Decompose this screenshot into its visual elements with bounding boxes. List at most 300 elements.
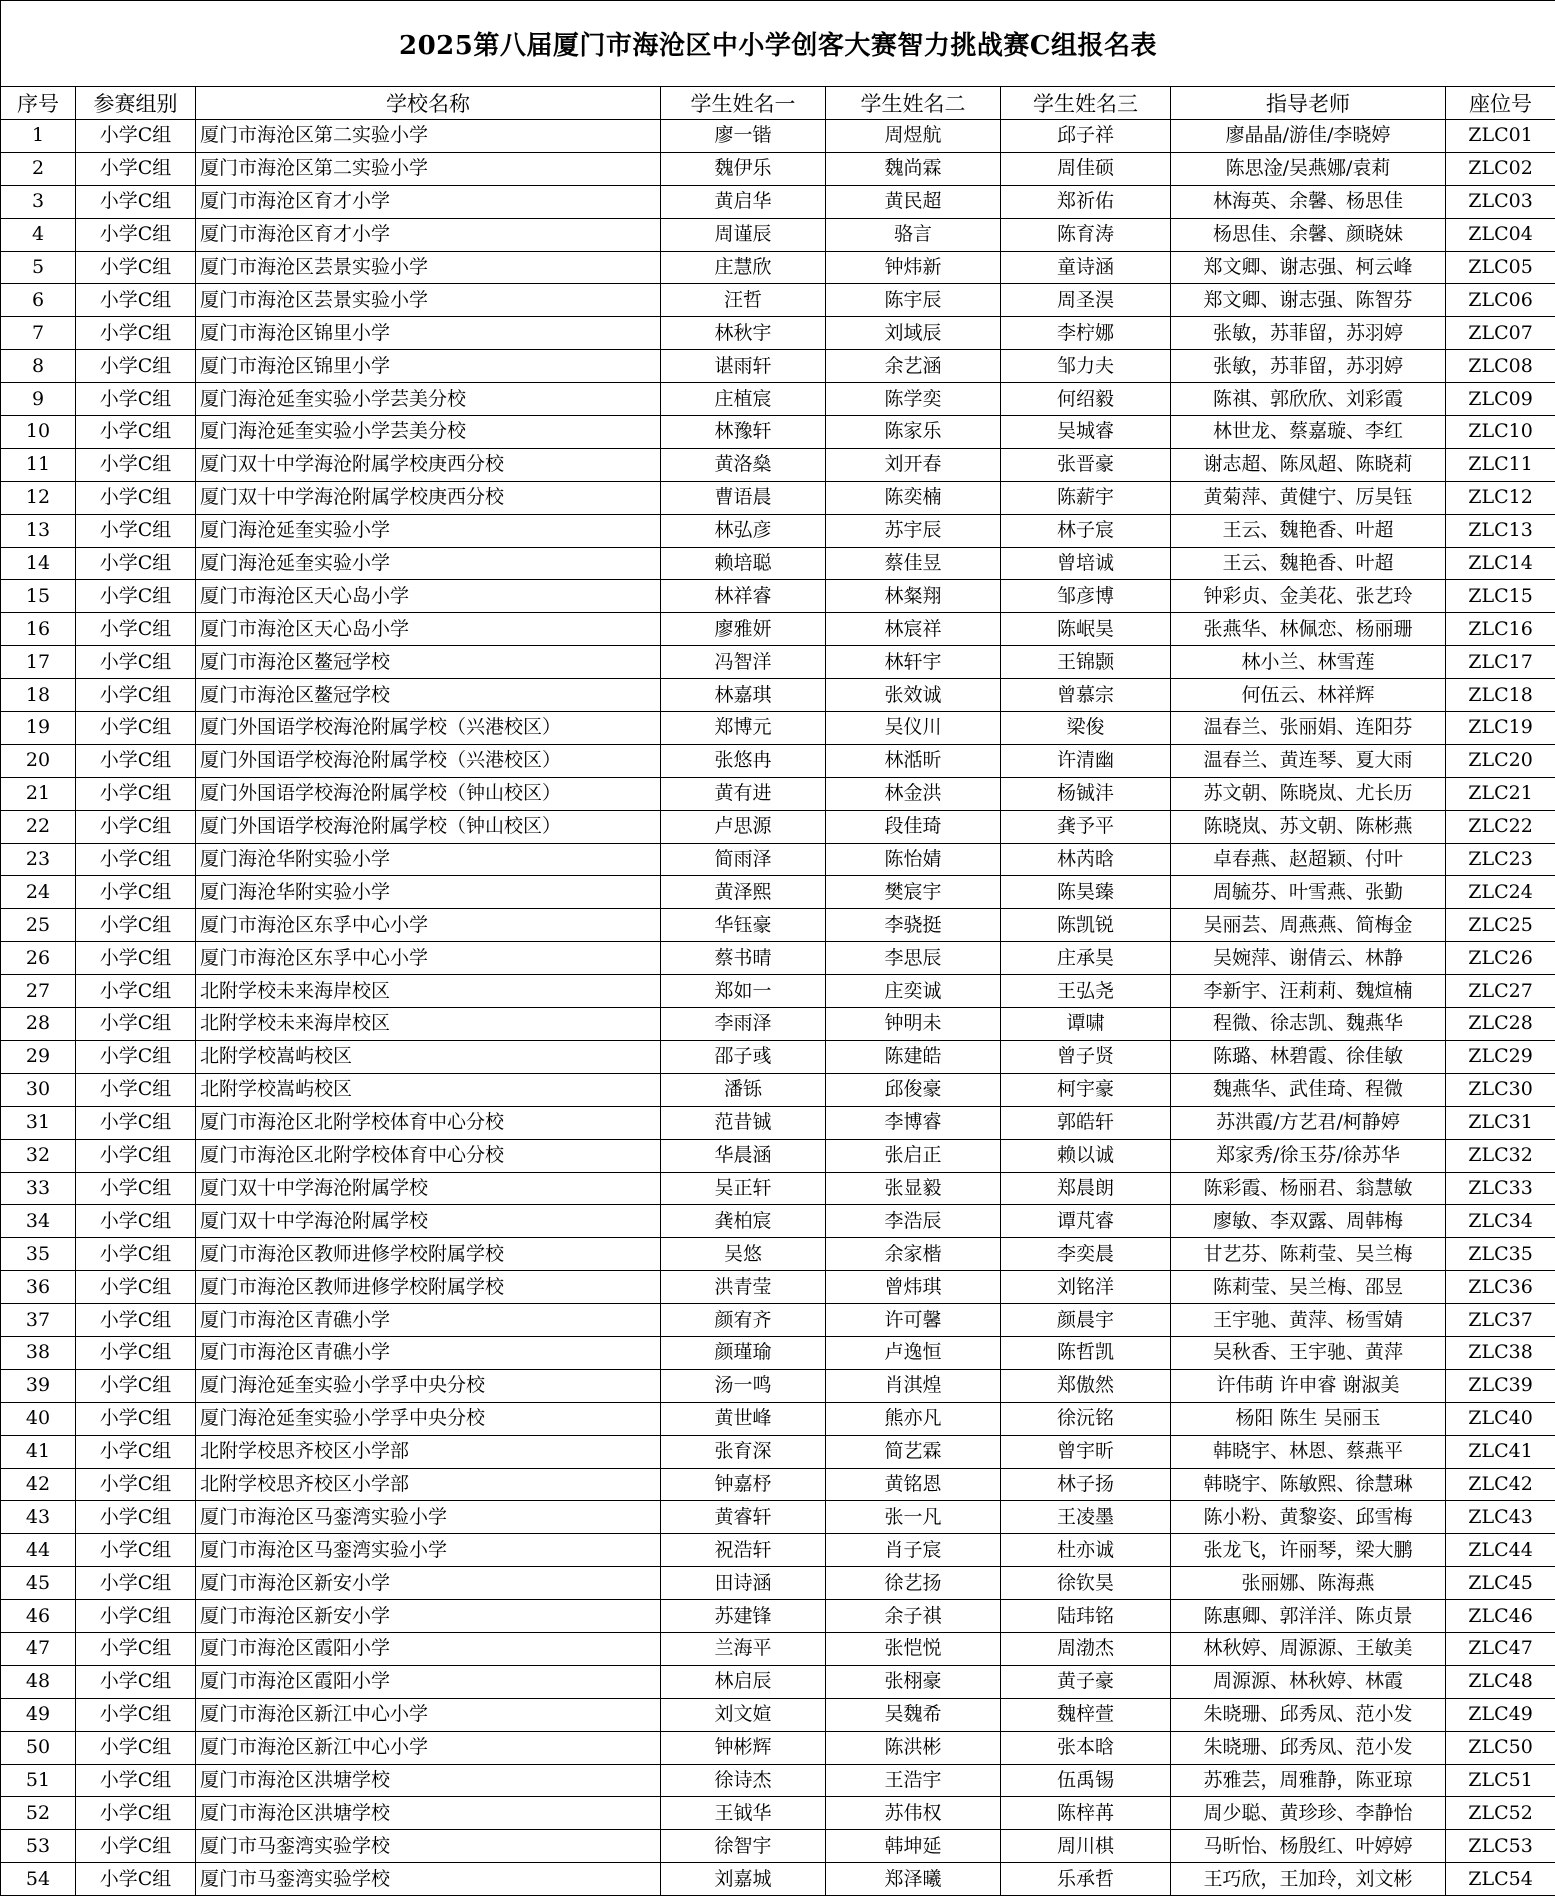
table-row [1, 1073, 1555, 1106]
school-cell: 厦门海沧延奎实验小学孚中央分校 [196, 1369, 661, 1402]
student3-cell: 庄承昊 [1001, 942, 1171, 975]
seat-cell: ZLC51 [1446, 1764, 1555, 1797]
student3-cell: 张晋豪 [1001, 448, 1171, 481]
seq-cell: 41 [1, 1435, 76, 1468]
table-row [1, 1205, 1555, 1238]
student2-cell: 刘开春 [826, 448, 1001, 481]
student3-cell: 周川棋 [1001, 1830, 1171, 1863]
student3-cell: 陈薪宇 [1001, 481, 1171, 514]
table-body [1, 120, 1555, 1896]
table-row [1, 1435, 1555, 1468]
student3-cell: 王锦颢 [1001, 646, 1171, 679]
seat-cell: ZLC02 [1446, 152, 1555, 185]
school-cell: 厦门市海沧区霞阳小学 [196, 1632, 661, 1665]
student1-cell: 兰海平 [661, 1632, 826, 1665]
student3-cell: 郑祈佑 [1001, 185, 1171, 218]
teacher-cell: 许伟萌 许申睿 谢淑美 [1171, 1369, 1446, 1402]
school-cell: 厦门市海沧区新安小学 [196, 1600, 661, 1633]
seat-cell: ZLC03 [1446, 185, 1555, 218]
table-row [1, 152, 1555, 185]
school-cell: 厦门市海沧区洪塘学校 [196, 1797, 661, 1830]
teacher-cell: 张丽娜、陈海燕 [1171, 1567, 1446, 1600]
school-cell: 厦门市海沧区东孚中心小学 [196, 942, 661, 975]
student2-cell: 徐艺扬 [826, 1567, 1001, 1600]
teacher-cell: 何伍云、林祥辉 [1171, 679, 1446, 712]
school-cell: 厦门市海沧区新江中心小学 [196, 1731, 661, 1764]
student3-cell: 许清幽 [1001, 744, 1171, 777]
seq-cell: 45 [1, 1567, 76, 1600]
group-cell: 小学C组 [76, 1567, 196, 1600]
student3-cell: 曾慕宗 [1001, 679, 1171, 712]
teacher-cell: 郑家秀/徐玉芬/徐苏华 [1171, 1139, 1446, 1172]
group-cell: 小学C组 [76, 1698, 196, 1731]
student3-cell: 曾子贤 [1001, 1040, 1171, 1073]
seat-cell: ZLC30 [1446, 1073, 1555, 1106]
student2-header: 学生姓名二 [826, 87, 1001, 120]
student2-cell: 简艺霖 [826, 1435, 1001, 1468]
school-cell: 北附学校嵩屿校区 [196, 1073, 661, 1106]
table-row [1, 1665, 1555, 1698]
school-cell: 厦门海沧华附实验小学 [196, 843, 661, 876]
seat-cell: ZLC45 [1446, 1567, 1555, 1600]
group-cell: 小学C组 [76, 547, 196, 580]
school-cell: 厦门市海沧区育才小学 [196, 185, 661, 218]
seq-cell: 31 [1, 1106, 76, 1139]
student1-cell: 庄植宸 [661, 383, 826, 416]
student1-cell: 钟嘉杼 [661, 1468, 826, 1501]
seat-cell: ZLC27 [1446, 975, 1555, 1008]
school-cell: 北附学校未来海岸校区 [196, 975, 661, 1008]
seq-cell: 33 [1, 1172, 76, 1205]
seat-cell: ZLC14 [1446, 547, 1555, 580]
school-cell: 厦门市海沧区马銮湾实验小学 [196, 1534, 661, 1567]
student2-cell: 李思辰 [826, 942, 1001, 975]
table-row [1, 1008, 1555, 1041]
seat-cell: ZLC11 [1446, 448, 1555, 481]
group-cell: 小学C组 [76, 876, 196, 909]
student2-cell: 吴魏希 [826, 1698, 1001, 1731]
group-cell: 小学C组 [76, 416, 196, 449]
table-row [1, 1632, 1555, 1665]
student1-cell: 黄世峰 [661, 1402, 826, 1435]
seq-cell: 2 [1, 152, 76, 185]
table-row [1, 1402, 1555, 1435]
group-cell: 小学C组 [76, 1271, 196, 1304]
seq-cell: 47 [1, 1632, 76, 1665]
group-cell: 小学C组 [76, 1435, 196, 1468]
student2-cell: 陈宇辰 [826, 284, 1001, 317]
teacher-cell: 陈祺、郭欣欣、刘彩霞 [1171, 383, 1446, 416]
group-cell: 小学C组 [76, 152, 196, 185]
student1-cell: 徐智宇 [661, 1830, 826, 1863]
group-cell: 小学C组 [76, 679, 196, 712]
teacher-cell: 张燕华、林佩恋、杨丽珊 [1171, 613, 1446, 646]
table-row [1, 1501, 1555, 1534]
table-row [1, 1600, 1555, 1633]
student2-cell: 张恺悦 [826, 1632, 1001, 1665]
seq-cell: 50 [1, 1731, 76, 1764]
table-title: 2025第八届厦门市海沧区中小学创客大赛智力挑战赛C组报名表 [1, 1, 1555, 87]
group-cell: 小学C组 [76, 1172, 196, 1205]
teacher-cell: 陈惠卿、郭洋洋、陈贞景 [1171, 1600, 1446, 1633]
table-row [1, 777, 1555, 810]
table-row [1, 547, 1555, 580]
seat-cell: ZLC47 [1446, 1632, 1555, 1665]
student2-cell: 张栩豪 [826, 1665, 1001, 1698]
student3-cell: 杨铖沣 [1001, 777, 1171, 810]
table-row [1, 317, 1555, 350]
student1-cell: 潘铄 [661, 1073, 826, 1106]
seq-cell: 49 [1, 1698, 76, 1731]
school-cell: 厦门外国语学校海沧附属学校（兴港校区） [196, 744, 661, 777]
student3-cell: 吴城睿 [1001, 416, 1171, 449]
school-cell: 北附学校嵩屿校区 [196, 1040, 661, 1073]
seq-cell: 5 [1, 251, 76, 284]
seat-cell: ZLC21 [1446, 777, 1555, 810]
student3-cell: 刘铭洋 [1001, 1271, 1171, 1304]
student2-cell: 苏伟权 [826, 1797, 1001, 1830]
group-cell: 小学C组 [76, 1830, 196, 1863]
student2-cell: 蔡佳昱 [826, 547, 1001, 580]
school-cell: 厦门市海沧区青礁小学 [196, 1336, 661, 1369]
school-cell: 厦门双十中学海沧附属学校庚西分校 [196, 448, 661, 481]
seq-cell: 52 [1, 1797, 76, 1830]
seat-cell: ZLC29 [1446, 1040, 1555, 1073]
group-cell: 小学C组 [76, 1600, 196, 1633]
student1-cell: 林秋宇 [661, 317, 826, 350]
table-row [1, 1863, 1555, 1896]
group-cell: 小学C组 [76, 712, 196, 745]
teacher-cell: 周源源、林秋婷、林霞 [1171, 1665, 1446, 1698]
table-row [1, 975, 1555, 1008]
seat-header: 座位号 [1446, 87, 1555, 120]
teacher-cell: 林秋婷、周源源、王敏美 [1171, 1632, 1446, 1665]
table-row [1, 350, 1555, 383]
table-row [1, 284, 1555, 317]
table-row [1, 1731, 1555, 1764]
student3-cell: 曾宇昕 [1001, 1435, 1171, 1468]
seq-cell: 10 [1, 416, 76, 449]
seat-cell: ZLC19 [1446, 712, 1555, 745]
student2-cell: 李浩辰 [826, 1205, 1001, 1238]
table-row [1, 843, 1555, 876]
seq-cell: 39 [1, 1369, 76, 1402]
group-cell: 小学C组 [76, 448, 196, 481]
teacher-cell: 朱晓珊、邱秀凤、范小发 [1171, 1731, 1446, 1764]
school-cell: 厦门市海沧区天心岛小学 [196, 580, 661, 613]
seq-cell: 30 [1, 1073, 76, 1106]
student1-cell: 邵子彧 [661, 1040, 826, 1073]
school-cell: 厦门海沧延奎实验小学 [196, 547, 661, 580]
student1-cell: 苏建锋 [661, 1600, 826, 1633]
student2-cell: 陈奕楠 [826, 481, 1001, 514]
student2-cell: 肖子宸 [826, 1534, 1001, 1567]
seq-cell: 3 [1, 185, 76, 218]
student3-cell: 陆玮铭 [1001, 1600, 1171, 1633]
student3-cell: 张本晗 [1001, 1731, 1171, 1764]
student1-cell: 田诗涵 [661, 1567, 826, 1600]
school-cell: 厦门市海沧区教师进修学校附属学校 [196, 1271, 661, 1304]
student3-cell: 郭皓轩 [1001, 1106, 1171, 1139]
student1-cell: 郑如一 [661, 975, 826, 1008]
group-cell: 小学C组 [76, 909, 196, 942]
student3-cell: 乐承哲 [1001, 1863, 1171, 1896]
student2-cell: 樊宸宇 [826, 876, 1001, 909]
teacher-cell: 周毓芬、叶雪燕、张勤 [1171, 876, 1446, 909]
table-row [1, 416, 1555, 449]
school-cell: 厦门海沧华附实验小学 [196, 876, 661, 909]
school-cell: 厦门市海沧区第二实验小学 [196, 120, 661, 153]
school-cell: 厦门市海沧区天心岛小学 [196, 613, 661, 646]
teacher-cell: 郑文卿、谢志强、陈智芬 [1171, 284, 1446, 317]
table-row [1, 1040, 1555, 1073]
seat-cell: ZLC46 [1446, 1600, 1555, 1633]
teacher-header: 指导老师 [1171, 87, 1446, 120]
student1-cell: 洪青莹 [661, 1271, 826, 1304]
seat-cell: ZLC07 [1446, 317, 1555, 350]
teacher-cell: 马昕怡、杨殷红、叶婷婷 [1171, 1830, 1446, 1863]
school-cell: 厦门市海沧区教师进修学校附属学校 [196, 1238, 661, 1271]
student2-cell: 张一凡 [826, 1501, 1001, 1534]
student2-cell: 陈建皓 [826, 1040, 1001, 1073]
student3-cell: 周圣淏 [1001, 284, 1171, 317]
seq-cell: 35 [1, 1238, 76, 1271]
student1-cell: 李雨泽 [661, 1008, 826, 1041]
table-row [1, 1534, 1555, 1567]
student3-cell: 曾培诚 [1001, 547, 1171, 580]
student1-cell: 黄启华 [661, 185, 826, 218]
teacher-cell: 周少聪、黄珍珍、李静怡 [1171, 1797, 1446, 1830]
student3-cell: 陈昊臻 [1001, 876, 1171, 909]
group-cell: 小学C组 [76, 1336, 196, 1369]
group-cell: 小学C组 [76, 580, 196, 613]
group-cell: 小学C组 [76, 120, 196, 153]
seq-cell: 17 [1, 646, 76, 679]
seat-cell: ZLC01 [1446, 120, 1555, 153]
table-row [1, 1304, 1555, 1337]
group-cell: 小学C组 [76, 810, 196, 843]
seq-cell: 9 [1, 383, 76, 416]
student3-cell: 周渤杰 [1001, 1632, 1171, 1665]
seat-cell: ZLC10 [1446, 416, 1555, 449]
student1-cell: 祝浩轩 [661, 1534, 826, 1567]
seat-cell: ZLC32 [1446, 1139, 1555, 1172]
student3-cell: 颜晨宇 [1001, 1304, 1171, 1337]
seq-cell: 40 [1, 1402, 76, 1435]
group-cell: 小学C组 [76, 1863, 196, 1896]
teacher-cell: 卓春燕、赵超颖、付叶 [1171, 843, 1446, 876]
seq-cell: 4 [1, 218, 76, 251]
school-cell: 厦门海沧延奎实验小学芸美分校 [196, 416, 661, 449]
group-cell: 小学C组 [76, 1139, 196, 1172]
teacher-cell: 陈莉莹、吴兰梅、邵昱 [1171, 1271, 1446, 1304]
teacher-cell: 苏文朝、陈晓岚、尤长历 [1171, 777, 1446, 810]
group-cell: 小学C组 [76, 1501, 196, 1534]
school-cell: 厦门双十中学海沧附属学校 [196, 1172, 661, 1205]
student2-cell: 骆言 [826, 218, 1001, 251]
table-row [1, 1698, 1555, 1731]
student3-cell: 邹彦博 [1001, 580, 1171, 613]
seat-cell: ZLC05 [1446, 251, 1555, 284]
student2-cell: 段佳琦 [826, 810, 1001, 843]
school-cell: 厦门市海沧区北附学校体育中心分校 [196, 1139, 661, 1172]
teacher-cell: 张龙飞，许丽琴，梁大鹏 [1171, 1534, 1446, 1567]
table-row [1, 1172, 1555, 1205]
teacher-cell: 李新宇、汪莉莉、魏煊楠 [1171, 975, 1446, 1008]
table-row [1, 613, 1555, 646]
school-cell: 厦门外国语学校海沧附属学校（兴港校区） [196, 712, 661, 745]
student2-cell: 刘域辰 [826, 317, 1001, 350]
seat-cell: ZLC38 [1446, 1336, 1555, 1369]
seq-cell: 11 [1, 448, 76, 481]
school-cell: 厦门双十中学海沧附属学校 [196, 1205, 661, 1238]
student1-cell: 林弘彦 [661, 514, 826, 547]
student2-cell: 许可馨 [826, 1304, 1001, 1337]
student2-cell: 陈洪彬 [826, 1731, 1001, 1764]
seq-cell: 42 [1, 1468, 76, 1501]
student2-cell: 苏宇辰 [826, 514, 1001, 547]
seat-cell: ZLC22 [1446, 810, 1555, 843]
student2-cell: 林金洪 [826, 777, 1001, 810]
seq-cell: 1 [1, 120, 76, 153]
school-cell: 厦门海沧延奎实验小学 [196, 514, 661, 547]
table-row [1, 120, 1555, 153]
student2-cell: 李骁挺 [826, 909, 1001, 942]
group-cell: 小学C组 [76, 613, 196, 646]
table-row [1, 1271, 1555, 1304]
group-cell: 小学C组 [76, 383, 196, 416]
seq-cell: 7 [1, 317, 76, 350]
student2-cell: 林粲翔 [826, 580, 1001, 613]
school-cell: 厦门市海沧区新江中心小学 [196, 1698, 661, 1731]
seat-cell: ZLC12 [1446, 481, 1555, 514]
student1-cell: 黄洛燊 [661, 448, 826, 481]
seat-cell: ZLC09 [1446, 383, 1555, 416]
student3-cell: 王凌墨 [1001, 1501, 1171, 1534]
group-cell: 小学C组 [76, 1106, 196, 1139]
group-cell: 小学C组 [76, 1797, 196, 1830]
seq-cell: 20 [1, 744, 76, 777]
student1-cell: 颜瑾瑜 [661, 1336, 826, 1369]
student2-cell: 陈学奕 [826, 383, 1001, 416]
teacher-cell: 王云、魏艳香、叶超 [1171, 547, 1446, 580]
seq-cell: 28 [1, 1008, 76, 1041]
student3-cell: 李奕晨 [1001, 1238, 1171, 1271]
seq-cell: 25 [1, 909, 76, 942]
seq-cell: 16 [1, 613, 76, 646]
table-row [1, 1106, 1555, 1139]
seq-cell: 14 [1, 547, 76, 580]
teacher-cell: 黄菊萍、黄健宁、厉昊钰 [1171, 481, 1446, 514]
teacher-cell: 林小兰、林雪莲 [1171, 646, 1446, 679]
seq-cell: 18 [1, 679, 76, 712]
teacher-cell: 杨思佳、余馨、颜晓妹 [1171, 218, 1446, 251]
table-row [1, 1238, 1555, 1271]
student3-cell: 陈梓苒 [1001, 1797, 1171, 1830]
student3-cell: 陈育涛 [1001, 218, 1171, 251]
teacher-cell: 韩晓宇、林恩、蔡燕平 [1171, 1435, 1446, 1468]
student1-cell: 林豫轩 [661, 416, 826, 449]
school-cell: 厦门市海沧区北附学校体育中心分校 [196, 1106, 661, 1139]
student1-cell: 黄有进 [661, 777, 826, 810]
student1-cell: 庄慧欣 [661, 251, 826, 284]
seq-cell: 36 [1, 1271, 76, 1304]
seat-cell: ZLC50 [1446, 1731, 1555, 1764]
school-header: 学校名称 [196, 87, 661, 120]
student2-cell: 陈家乐 [826, 416, 1001, 449]
student3-cell: 徐钦昊 [1001, 1567, 1171, 1600]
group-cell: 小学C组 [76, 777, 196, 810]
student3-cell: 柯宇豪 [1001, 1073, 1171, 1106]
seat-cell: ZLC24 [1446, 876, 1555, 909]
school-cell: 厦门市海沧区东孚中心小学 [196, 909, 661, 942]
student1-cell: 黄睿轩 [661, 1501, 826, 1534]
seq-cell: 34 [1, 1205, 76, 1238]
teacher-cell: 陈小粉、黄黎姿、邱雪梅 [1171, 1501, 1446, 1534]
student2-cell: 李博睿 [826, 1106, 1001, 1139]
table-row [1, 1336, 1555, 1369]
group-cell: 小学C组 [76, 1468, 196, 1501]
student1-cell: 钟彬辉 [661, 1731, 826, 1764]
student2-cell: 林湉昕 [826, 744, 1001, 777]
table-row [1, 1764, 1555, 1797]
student2-cell: 周煜航 [826, 120, 1001, 153]
teacher-cell: 林世龙、蔡嘉璇、李红 [1171, 416, 1446, 449]
seq-cell: 48 [1, 1665, 76, 1698]
group-cell: 小学C组 [76, 251, 196, 284]
school-cell: 厦门市海沧区霞阳小学 [196, 1665, 661, 1698]
seq-cell: 22 [1, 810, 76, 843]
seat-cell: ZLC39 [1446, 1369, 1555, 1402]
school-cell: 厦门市海沧区洪塘学校 [196, 1764, 661, 1797]
seq-cell: 53 [1, 1830, 76, 1863]
student2-cell: 郑泽曦 [826, 1863, 1001, 1896]
student3-cell: 邱子祥 [1001, 120, 1171, 153]
student3-cell: 谭啸 [1001, 1008, 1171, 1041]
student3-cell: 黄子豪 [1001, 1665, 1171, 1698]
group-cell: 小学C组 [76, 646, 196, 679]
group-cell: 小学C组 [76, 185, 196, 218]
seq-cell: 43 [1, 1501, 76, 1534]
table-row [1, 876, 1555, 909]
seat-cell: ZLC41 [1446, 1435, 1555, 1468]
seq-header: 序号 [1, 87, 76, 120]
school-cell: 厦门市海沧区锦里小学 [196, 350, 661, 383]
seat-cell: ZLC37 [1446, 1304, 1555, 1337]
student2-cell: 张启正 [826, 1139, 1001, 1172]
student1-cell: 刘嘉城 [661, 1863, 826, 1896]
student2-cell: 黄铭恩 [826, 1468, 1001, 1501]
group-cell: 小学C组 [76, 1665, 196, 1698]
teacher-cell: 王云、魏艳香、叶超 [1171, 514, 1446, 547]
school-cell: 厦门市海沧区马銮湾实验小学 [196, 1501, 661, 1534]
teacher-cell: 韩晓宇、陈敏熙、徐慧琳 [1171, 1468, 1446, 1501]
table-row [1, 1369, 1555, 1402]
student1-cell: 龚柏宸 [661, 1205, 826, 1238]
student1-cell: 吴悠 [661, 1238, 826, 1271]
student1-cell: 徐诗杰 [661, 1764, 826, 1797]
student1-cell: 王钺华 [661, 1797, 826, 1830]
seat-cell: ZLC36 [1446, 1271, 1555, 1304]
student3-cell: 周佳硕 [1001, 152, 1171, 185]
seat-cell: ZLC13 [1446, 514, 1555, 547]
table-row [1, 679, 1555, 712]
seq-cell: 46 [1, 1600, 76, 1633]
student3-header: 学生姓名三 [1001, 87, 1171, 120]
student1-cell: 郑博元 [661, 712, 826, 745]
student2-cell: 林轩宇 [826, 646, 1001, 679]
student3-cell: 梁俊 [1001, 712, 1171, 745]
